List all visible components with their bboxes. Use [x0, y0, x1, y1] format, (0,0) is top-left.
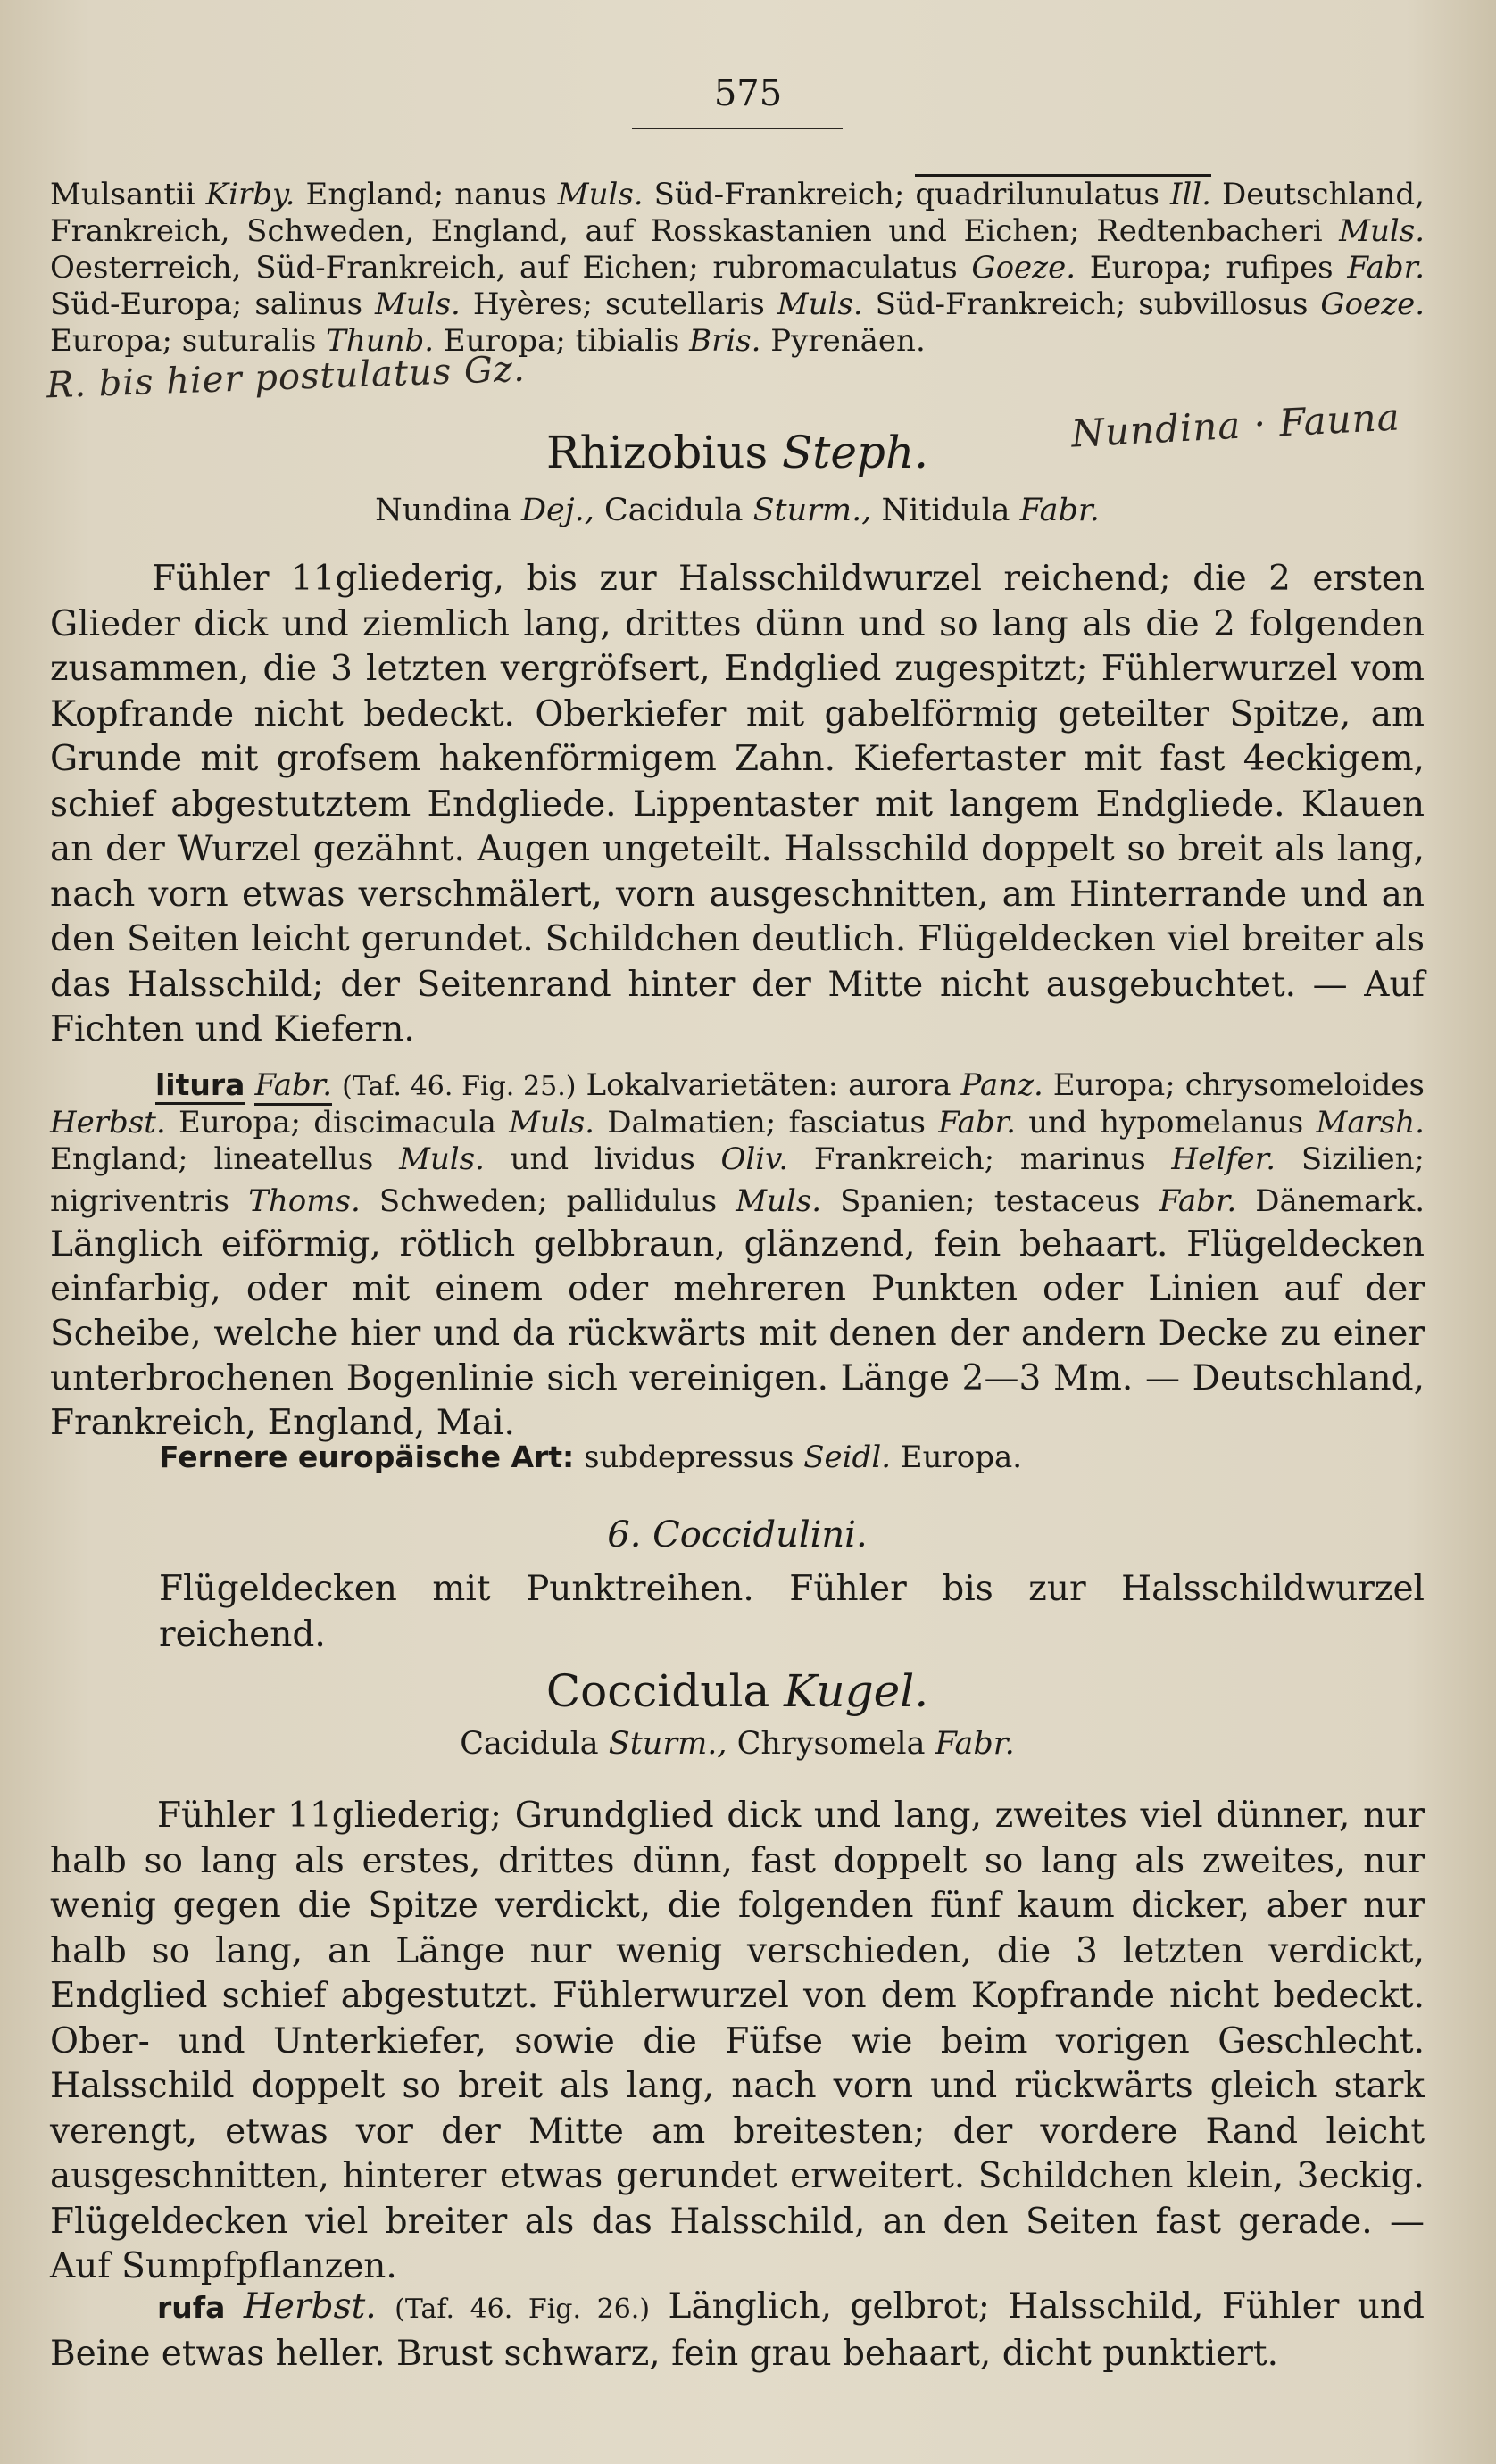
- page-number: 575: [713, 73, 783, 114]
- genus-synonyms-coccidula: Cacidula Sturm., Chrysomela Fabr.: [460, 1726, 1015, 1762]
- genus-synonyms-rhizobius: Nundina Dej., Cacidula Sturm., Nitidula Fabr.: [375, 493, 1100, 528]
- handwritten-note-left: R. bis hier postulatus Gz.: [46, 348, 527, 407]
- species-entry-litura: litura Fabr. (Taf. 46. Fig. 25.) Lokalvarietäten: aurora Panz. Europa; chrysomeloides Herbst. Europa; discimacula Muls. Dalmatien; fasciatus Fabr. und hypomelanus Marsh. England; lineatellus Muls. und lividus Oliv. Frankreich; marinus Helfer. Sizilien; nigriventris Thoms. Schweden; pallidulus Muls. Spanien; testaceus Fabr. Dänemark. Länglich eiförmig, rötlich gelbbraun, glänzend, fein behaart. Flügeldecken einfarbig, oder mit einem oder mehreren Punkten oder Linien auf der Scheibe, welche hier und da rückwärts mit denen der andern Decke zu einer unterbrochenen Bogenlinie sich vereinigen. Länge 2—3 Mm. — Deutschland, Frankreich, England, Mai.: [50, 1067, 1425, 1443]
- tribe-heading: 6. Coccidulini.: [607, 1514, 868, 1556]
- varieties-continuation: Mulsantii Kirby. England; nanus Muls. Süd-Frankreich; quadrilunulatus Ill. Deutschland, Frankreich, Schweden, England, auf Rosskastanien und Eichen; Redtenbacheri Muls. Oesterreich, Süd-Frankreich, auf Eichen; rubromaculatus Goeze. Europa; rufipes Fabr. Süd-Europa; salinus Muls. Hyères; scutellaris Muls. Süd-Frankreich; subvillosus Goeze. Europa; suturalis Thunb. Europa; tibialis Bris. Pyrenäen.: [50, 177, 1425, 360]
- further-species: Fernere europäische Art: subdepressus Seidl. Europa.: [159, 1439, 1023, 1475]
- pencil-overline: quadrilunulatus Ill.: [915, 174, 1211, 212]
- species-name: rufa: [157, 2290, 226, 2325]
- genus-heading-coccidula: Coccidula Kugel.: [545, 1665, 929, 1717]
- tribe-description: Flügeldecken mit Punktreihen. Fühler bis zur Halsschildwurzel reichend.: [159, 1569, 1425, 1655]
- genus-heading-rhizobius: Rhizobius Steph.: [545, 427, 929, 478]
- handwritten-note-right: Nundina · Fauna: [1069, 394, 1401, 456]
- species-entry-rufa: rufa Herbst. (Taf. 46. Fig. 26.) Länglich, gelbrot; Halsschild, Fühler und Beine etwas heller. Brust schwarz, fein grau behaart, dicht punktiert.: [50, 2286, 1425, 2374]
- species-name: litura: [155, 1067, 245, 1105]
- genus-description-rhizobius: Fühler 11gliederig, bis zur Halsschildwurzel reichend; die 2 ersten Glieder dick und ziemlich lang, drittes dünn und so lang als die 2 folgenden zusammen, die 3 letzten vergröfsert, Endglied zugespitzt; Fühlerwurzel vom Kopfrande nicht bedeckt. Oberkiefer mit gabelförmig geteilter Spitze, am Grunde mit grofsem hakenförmigem Zahn. Kiefertaster mit fast 4eckigem, schief abgestutztem Endgliede. Lippentaster mit langem Endgliede. Klauen an der Wurzel gezähnt. Augen ungeteilt. Halsschild doppelt so breit als lang, nach vorn etwas verschmälert, vorn ausgeschnitten, am Hinterrande und an den Seiten leicht gerundet. Schildchen deutlich. Flügeldecken viel breiter als das Halsschild; der Seitenrand hinter der Mitte nicht ausgebuchtet. — Auf Fichten und Kiefern.: [50, 559, 1425, 1049]
- page-number-rule: [632, 128, 843, 129]
- genus-description-coccidula: Fühler 11gliederig; Grundglied dick und lang, zweites viel dünner, nur halb so lang als erstes, drittes dünn, fast doppelt so lang als zweites, nur wenig gegen die Spitze verdickt, die folgenden fünf kaum dicker, aber nur halb so lang, an Länge nur wenig verschieden, die 3 letzten verdickt, Endglied schief abgestutzt. Fühlerwurzel von dem Kopfrande nicht bedeckt. Ober- und Unterkiefer, sowie die Füfse wie beim vorigen Geschlecht. Halsschild doppelt so breit als lang, nach vorn und rückwärts gleich stark verengt, etwas vor der Mitte am breitesten; der vordere Rand leicht ausgeschnitten, hinterer etwas gerundet erweitert. Schildchen klein, 3eckig. Flügeldecken viel breiter als das Halsschild, an den Seiten fast gerade. — Auf Sumpfpflanzen.: [50, 1796, 1425, 2286]
